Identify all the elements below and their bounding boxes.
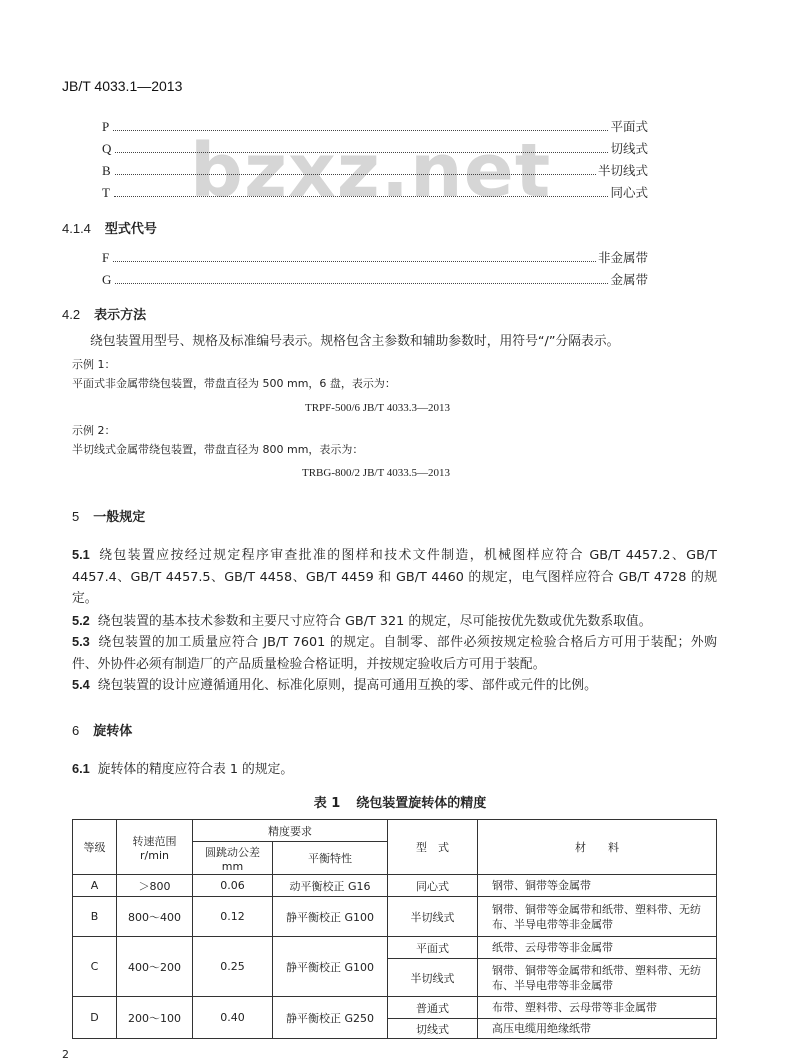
section-number: 4.2: [62, 307, 81, 322]
clause-number: 5.1: [72, 547, 90, 562]
clause-text: 绕包装置应按经过规定程序审查批准的图样和技术文件制造，机械图样应符合 GB/T 4457.2、GB/T 4457.4、GB/T 4457.5、GB/T 4458、GB/T 4459 和 GB/T 4460 的规定，电气图样应符合 GB/T 4728 的规定。: [72, 548, 717, 606]
type-code: B: [102, 163, 111, 178]
cell-speed: ＞800: [117, 875, 193, 897]
clause-number: 5.3: [72, 634, 90, 649]
form-code: G: [102, 272, 112, 287]
header-runout-label: 圆跳动公差: [205, 845, 260, 859]
section-number: 5: [72, 509, 80, 524]
header-speed-unit: r/min: [140, 848, 169, 862]
precision-table: [72, 819, 717, 1039]
example-1-label: 示例 1：: [72, 358, 116, 371]
clause-text: 绕包装置的加工质量应符合 JB/T 7601 的规定。自制零、部件必须按规定检验合格后方可用于装配；外购件、外协件必须有制造厂的产品质量检验合格证明，并按规定验收后方可用于装配。: [72, 635, 717, 672]
clause-5-4: [72, 674, 717, 697]
form-item-g: [102, 271, 648, 289]
section-4-1-4-heading: [62, 218, 157, 237]
table-row: [73, 875, 717, 897]
table-header-row: [73, 820, 717, 842]
cell-material: 钢带、铜带等金属带和纸带、塑料带、无纺布、半导电带等非金属带: [478, 959, 717, 997]
cell-type: 切线式: [388, 1019, 478, 1039]
cell-grade: D: [73, 997, 117, 1039]
cell-material: 钢带、铜带等金属带: [478, 875, 717, 897]
cell-balance: 静平衡校正 G250: [273, 997, 388, 1039]
table-row: [73, 897, 717, 937]
header-balance: 平衡特性: [273, 842, 388, 875]
form-name: 金属带: [610, 272, 648, 287]
clause-6-1: [72, 758, 717, 781]
watermark: bzxz.net: [190, 128, 552, 214]
cell-runout: 0.06: [193, 875, 273, 897]
clause-number: 5.2: [72, 613, 90, 628]
section-number: 4.1.4: [62, 221, 91, 236]
type-name: 半切线式: [597, 163, 648, 178]
cell-speed: 800～400: [117, 897, 193, 937]
page-number: 2: [62, 1048, 69, 1061]
type-name: 平面式: [610, 119, 648, 134]
section-title: 型式代号: [104, 222, 157, 237]
dot-leader: [113, 261, 596, 262]
cell-type: 半切线式: [388, 897, 478, 937]
cell-material: 纸带、云母带等非金属带: [478, 937, 717, 959]
cell-balance: 静平衡校正 G100: [273, 937, 388, 997]
example-1-code: TRPF-500/6 JB/T 4033.3—2013: [305, 402, 450, 414]
section-title: 表示方法: [94, 308, 147, 323]
cell-speed: 200～100: [117, 997, 193, 1039]
cell-material: 高压电缆用绝缘纸带: [478, 1019, 717, 1039]
section-6-heading: [72, 720, 132, 739]
cell-type: 半切线式: [388, 959, 478, 997]
clause-text: 旋转体的精度应符合表 1 的规定。: [97, 762, 294, 777]
table-caption: [0, 792, 800, 811]
header-accuracy: 精度要求: [193, 820, 388, 842]
clause-text: 绕包装置的基本技术参数和主要尺寸应符合 GB/T 321 的规定，尽可能按优先数或优先数系取值。: [97, 614, 652, 629]
dot-leader: [115, 174, 596, 175]
example-2-label: 示例 2：: [72, 424, 116, 437]
cell-balance: 静平衡校正 G100: [273, 897, 388, 937]
dot-leader: [115, 152, 608, 153]
section-number: 6: [72, 723, 80, 738]
form-item-f: [102, 249, 648, 267]
clause-number: 6.1: [72, 761, 90, 776]
header-speed: [117, 820, 193, 875]
type-name: 切线式: [610, 141, 648, 156]
header-material: 材 料: [478, 820, 717, 875]
clause-5-2: [72, 610, 717, 633]
clause-5-1: [72, 544, 717, 610]
table-title: 绕包装置旋转体的精度: [356, 796, 487, 811]
type-name: 同心式: [610, 185, 648, 200]
clause-text: 绕包装置的设计应遵循通用化、标准化原则，提高可通用互换的零、部件或元件的比例。: [97, 678, 597, 693]
example-2-code: TRBG-800/2 JB/T 4033.5—2013: [302, 467, 451, 479]
example-2-text: 半切线式金属带绕包装置，带盘直径为 800 mm，表示为：: [72, 443, 364, 456]
cell-material: 钢带、铜带等金属带和纸带、塑料带、无纺布、半导电带等非金属带: [478, 897, 717, 937]
cell-grade: B: [73, 897, 117, 937]
cell-type: 同心式: [388, 875, 478, 897]
cell-runout: 0.25: [193, 937, 273, 997]
cell-balance: 动平衡校正 G16: [273, 875, 388, 897]
standard-number: JB/T 4033.1—2013: [62, 78, 183, 94]
header-grade: 等级: [73, 820, 117, 875]
cell-grade: A: [73, 875, 117, 897]
form-code: F: [102, 250, 110, 265]
table-row: [73, 937, 717, 959]
header-runout-unit: mm: [221, 859, 244, 873]
example-1-text: 平面式非金属带绕包装置，带盘直径为 500 mm，6 盘，表示为：: [72, 377, 396, 390]
section-4-2-heading: [62, 304, 146, 323]
type-code: T: [102, 185, 110, 200]
type-code: P: [102, 119, 110, 134]
dot-leader: [115, 283, 608, 284]
type-item-q: [102, 140, 648, 158]
header-speed-label: 转速范围: [132, 834, 177, 848]
section-title: 一般规定: [93, 510, 146, 525]
header-type: 型 式: [388, 820, 478, 875]
type-item-p: [102, 118, 648, 136]
cell-runout: 0.40: [193, 997, 273, 1039]
type-code: Q: [102, 141, 112, 156]
table-row: [73, 997, 717, 1019]
section-title: 旋转体: [93, 724, 133, 739]
cell-type: 普通式: [388, 997, 478, 1019]
table-number: 表 1: [313, 796, 341, 811]
section-5-heading: [72, 506, 145, 525]
clause-5-3: [72, 631, 717, 675]
type-item-b: [102, 162, 648, 180]
cell-speed: 400～200: [117, 937, 193, 997]
dot-leader: [113, 130, 608, 131]
header-runout: [193, 842, 273, 875]
form-name: 非金属带: [597, 250, 648, 265]
clause-number: 5.4: [72, 677, 90, 692]
type-item-t: [102, 184, 648, 202]
cell-type: 平面式: [388, 937, 478, 959]
cell-runout: 0.12: [193, 897, 273, 937]
dot-leader: [114, 196, 609, 197]
cell-grade: C: [73, 937, 117, 997]
cell-material: 布带、塑料带、云母带等非金属带: [478, 997, 717, 1019]
representation-text: 绕包装置用型号、规格及标准编号表示。规格包含主参数和辅助参数时，用符号“/”分隔表示。: [90, 334, 620, 349]
